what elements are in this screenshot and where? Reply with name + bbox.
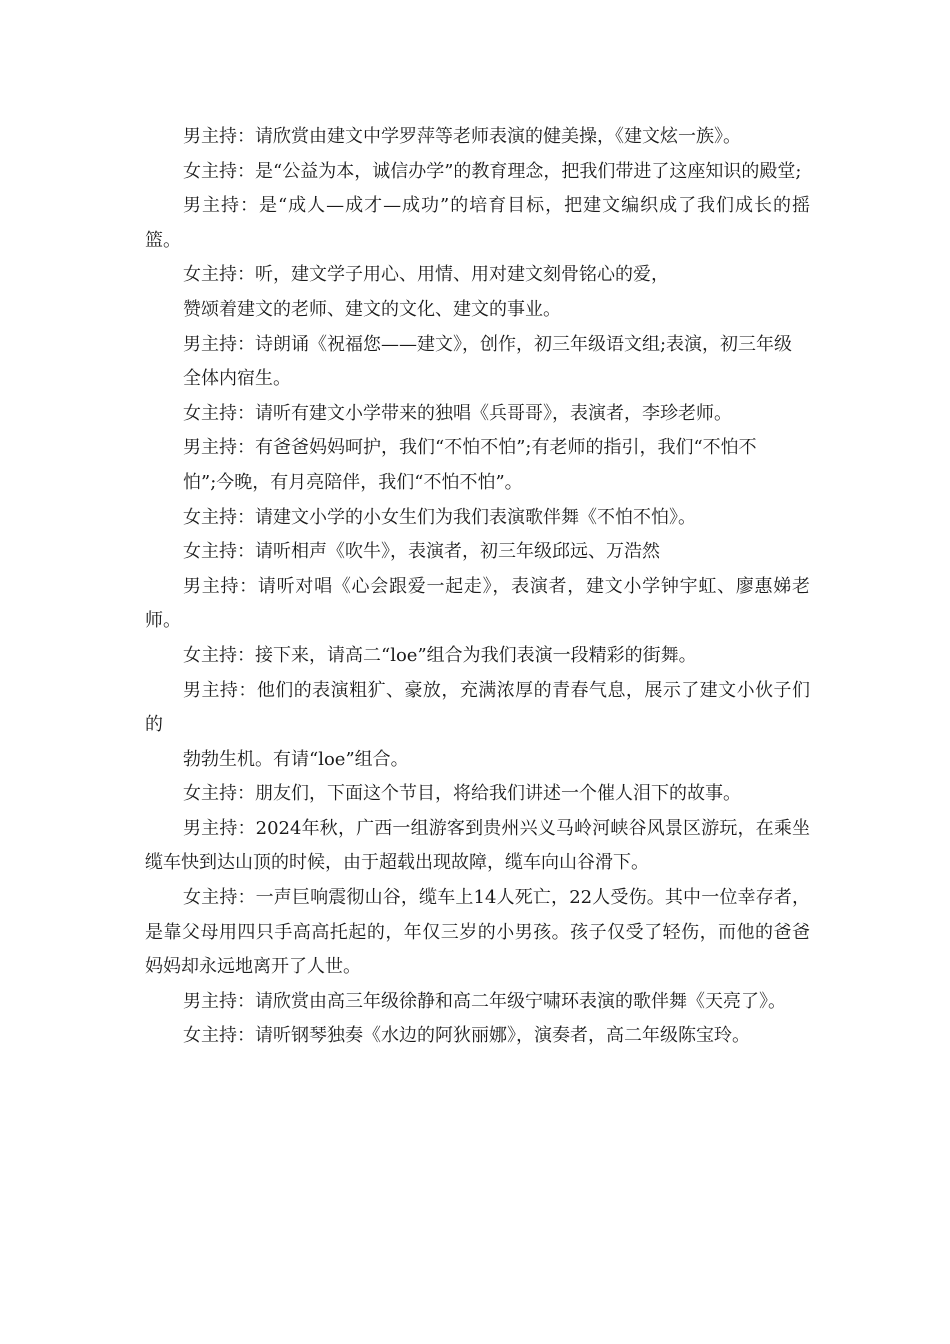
paragraph: 赞颂着建文的老师、建文的文化、建文的事业。 — [183, 298, 561, 320]
paragraph: 全体内宿生。 — [183, 368, 291, 390]
paragraph: 男主持：是“成人—成才—成功”的培育目标，把建文编织成了我们成长的摇篮。 — [145, 195, 810, 251]
paragraph: 女主持：朋友们，下面这个节目，将给我们讲述一个催人泪下的故事。 — [183, 783, 741, 805]
paragraph: 女主持：一声巨响震彻山谷，缆车上14人死亡，22人受伤。其中一位幸存者，是靠父母用四只手高高托起的，年仅三岁的小男孩。孩子仅受了轻伤，而他的爸爸妈妈却永远地离开了人世。 — [145, 887, 810, 978]
paragraph: 男主持：有爸爸妈妈呵护，我们“不怕不怕”;有老师的指引，我们“不怕不 — [183, 437, 757, 459]
paragraph: 怕”;今晚，有月亮陪伴，我们“不怕不怕”。 — [183, 471, 523, 493]
paragraph: 女主持：听，建文学子用心、用情、用对建文刻骨铭心的爱， — [183, 264, 669, 286]
paragraph: 女主持：请建文小学的小女生们为我们表演歌伴舞《不怕不怕》。 — [183, 506, 696, 528]
paragraph: 男主持：请听对唱《心会跟爱一起走》，表演者，建文小学钟宇虹、廖惠娣老师。 — [145, 575, 810, 632]
paragraph: 女主持：请听有建文小学带来的独唱《兵哥哥》，表演者，李珍老师。 — [183, 402, 732, 424]
paragraph: 男主持：2024年秋，广西一组游客到贵州兴义马岭河峡谷风景区游玩，在乘坐缆车快到达山顶的时候，由于超载出现故障，缆车向山谷滑下。 — [145, 817, 810, 874]
paragraph: 男主持：诗朗诵《祝福您——建文》，创作，初三年级语文组;表演，初三年级 — [183, 333, 793, 355]
paragraph: 男主持：请欣赏由高三年级徐静和高二年级宁啸环表演的歌伴舞《天亮了》。 — [183, 990, 786, 1012]
paragraph: 女主持：接下来，请高二“loe”组合为我们表演一段精彩的街舞。 — [183, 644, 697, 666]
paragraph: 男主持：请欣赏由建文中学罗萍等老师表演的健美操，《建文炫一族》。 — [183, 126, 741, 147]
paragraph: 女主持：是“公益为本，诚信办学”的教育理念，把我们带进了这座知识的殿堂; — [183, 160, 802, 182]
paragraph: 女主持：请听钢琴独奏《水边的阿狄丽娜》，演奏者，高二年级陈宝玲。 — [183, 1025, 750, 1047]
paragraph: 女主持：请听相声《吹牛》，表演者，初三年级邱远、万浩然 — [183, 541, 660, 563]
paragraph: 男主持：他们的表演粗犷、豪放，充满浓厚的青春气息，展示了建文小伙子们的 — [145, 679, 810, 736]
document-body — [145, 120, 810, 1054]
paragraph: 勃勃生机。有请“loe”组合。 — [183, 748, 409, 770]
